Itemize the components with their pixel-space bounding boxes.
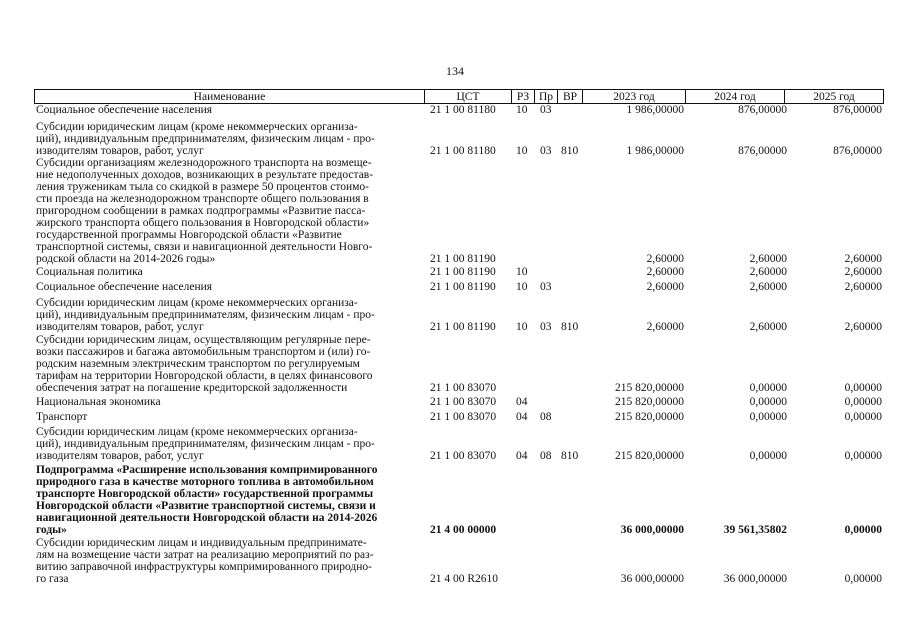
table-row — [0, 281, 904, 293]
header-2025: 2025 год — [784, 89, 884, 104]
row-2024: 2,60000 — [749, 253, 787, 265]
row-2023: 215 820,00000 — [615, 382, 684, 394]
header-pr: Пр — [534, 89, 558, 104]
table-row — [0, 157, 904, 265]
row-2024: 876,00000 — [738, 104, 787, 116]
row-2023: 36 000,00000 — [620, 524, 684, 536]
row-2023: 215 820,00000 — [615, 411, 684, 423]
row-name: Субсидии юридическим лицам (кроме некоммерческих организа- ций), индивидуальным предпринимателям, физическим лицам - про- изводителям товаров, работ, услуг — [36, 426, 375, 462]
header-name: Наименование — [34, 89, 425, 104]
row-2023: 36 000,00000 — [620, 573, 684, 585]
table-row — [0, 121, 904, 157]
row-2025: 2,60000 — [844, 281, 882, 293]
row-rz: 10 — [516, 266, 528, 278]
row-2024: 876,00000 — [738, 145, 787, 157]
row-cst: 21 4 00 00000 — [430, 524, 497, 536]
row-name: Подпрограмма «Расширение использования компримированного природного газа в качестве моторного топлива в автомобильном транспорте Новгородской области» государственной программы Новгородской области «Развитие транспортной системы, связи и навигационной деятельности Новгородской области на 2014-2026 годы» — [36, 464, 378, 536]
row-2025: 876,00000 — [833, 104, 882, 116]
row-rz: 04 — [516, 411, 528, 423]
row-vr: 810 — [561, 145, 579, 157]
table-row — [0, 266, 904, 278]
row-cst: 21 1 00 81180 — [430, 145, 496, 157]
row-rz: 10 — [516, 321, 528, 333]
page-number: 134 — [446, 64, 464, 78]
row-2025: 2,60000 — [844, 321, 882, 333]
row-cst: 21 1 00 81190 — [430, 281, 496, 293]
row-cst: 21 1 00 83070 — [430, 450, 497, 462]
row-2024: 0,00000 — [749, 396, 787, 408]
row-2023: 2,60000 — [646, 266, 684, 278]
row-name: Социальная политика — [36, 266, 143, 278]
header-rz: РЗ — [511, 89, 535, 104]
row-rz: 04 — [516, 450, 528, 462]
table-row — [0, 426, 904, 462]
header-cst: ЦСТ — [424, 89, 512, 104]
row-name: Транспорт — [36, 411, 88, 423]
row-cst: 21 1 00 81190 — [430, 266, 496, 278]
row-2024: 2,60000 — [749, 266, 787, 278]
row-name: Субсидии юридическим лицам и индивидуальным предпринимате- лям на возмещение части затрат на реализацию мероприятий по раз- витию заправочной инфраструктуры компримированного природно- го газа — [36, 537, 374, 585]
row-vr: 810 — [561, 321, 579, 333]
table-row — [0, 537, 904, 585]
row-2024: 0,00000 — [749, 382, 787, 394]
row-pr: 03 — [540, 145, 552, 157]
row-name: Национальная экономика — [36, 396, 161, 408]
row-name: Субсидии юридическим лицам (кроме некоммерческих организа- ций), индивидуальным предпринимателям, физическим лицам - про- изводителям товаров, работ, услуг — [36, 121, 375, 157]
row-rz: 10 — [516, 281, 528, 293]
row-2025: 0,00000 — [844, 382, 882, 394]
row-2023: 2,60000 — [646, 253, 684, 265]
row-rz: 04 — [516, 396, 528, 408]
table-row — [0, 334, 904, 394]
row-2023: 2,60000 — [646, 321, 684, 333]
row-2025: 2,60000 — [844, 266, 882, 278]
row-2025: 876,00000 — [833, 145, 882, 157]
row-cst: 21 1 00 81190 — [430, 321, 496, 333]
row-pr: 03 — [540, 321, 552, 333]
row-pr: 03 — [540, 281, 552, 293]
row-2024: 2,60000 — [749, 281, 787, 293]
row-cst: 21 1 00 83070 — [430, 396, 497, 408]
table-row — [0, 104, 904, 116]
row-2024: 0,00000 — [749, 450, 787, 462]
row-name: Субсидии юридическим лицам (кроме некоммерческих организа- ций), индивидуальным предпринимателям, физическим лицам - про- изводителям товаров, работ, услуг — [36, 297, 375, 333]
row-pr: 03 — [540, 104, 552, 116]
row-pr: 08 — [540, 411, 552, 423]
table-row — [0, 411, 904, 423]
row-2024: 2,60000 — [749, 321, 787, 333]
row-cst: 21 4 00 R2610 — [430, 573, 499, 585]
row-name: Социальное обеспечение населения — [36, 104, 213, 116]
row-2024: 39 561,35802 — [723, 524, 787, 536]
row-2025: 0,00000 — [844, 573, 882, 585]
row-2023: 1 986,00000 — [626, 104, 684, 116]
row-2025: 0,00000 — [844, 524, 882, 536]
row-rz: 10 — [516, 145, 528, 157]
row-2025: 0,00000 — [844, 450, 882, 462]
row-2024: 36 000,00000 — [723, 573, 787, 585]
row-2023: 2,60000 — [646, 281, 684, 293]
header-2023: 2023 год — [582, 89, 686, 104]
header-vr: ВР — [557, 89, 583, 104]
row-2025: 0,00000 — [844, 411, 882, 423]
row-cst: 21 1 00 81180 — [430, 104, 496, 116]
table-row — [0, 297, 904, 333]
row-2025: 0,00000 — [844, 396, 882, 408]
row-vr: 810 — [561, 450, 579, 462]
table-row — [0, 464, 904, 536]
row-cst: 21 1 00 81190 — [430, 253, 496, 265]
row-pr: 08 — [540, 450, 552, 462]
row-name: Социальное обеспечение населения — [36, 281, 213, 293]
row-2023: 215 820,00000 — [615, 450, 684, 462]
header-2024: 2024 год — [685, 89, 785, 104]
row-rz: 10 — [516, 104, 528, 116]
row-2024: 0,00000 — [749, 411, 787, 423]
row-name: Субсидии организациям железнодорожного транспорта на возмеще- ние недополученных доходов, возникающих в результате предостав- ления труженикам тыла со скидкой в размере 50 процентов стоимо- сти проезда на железнодорожном транспорте общего пользования в пригородном сообщении в рамках подпрограммы «Развитие пасса- жирского транспорта общего пользования в Новгородской области» государственной программы Новгородской области «Развитие транспортной системы, связи и навигационной деятельности Новго- родской области на 2014-2026 годы» — [36, 157, 374, 265]
row-2023: 215 820,00000 — [615, 396, 684, 408]
row-cst: 21 1 00 83070 — [430, 411, 497, 423]
table-row — [0, 396, 904, 408]
row-cst: 21 1 00 83070 — [430, 382, 497, 394]
row-2025: 2,60000 — [844, 253, 882, 265]
row-name: Субсидии юридическим лицам, осуществляющим регулярные пере- возки пассажиров и багажа автомобильным транспортом и (или) го- родским наземным электрическим транспортом по регулируемым тарифам на территории Новгородской области, в целях финансового обеспечения затрат на погашение кредиторской задолженности — [36, 334, 373, 394]
row-2023: 1 986,00000 — [626, 145, 684, 157]
